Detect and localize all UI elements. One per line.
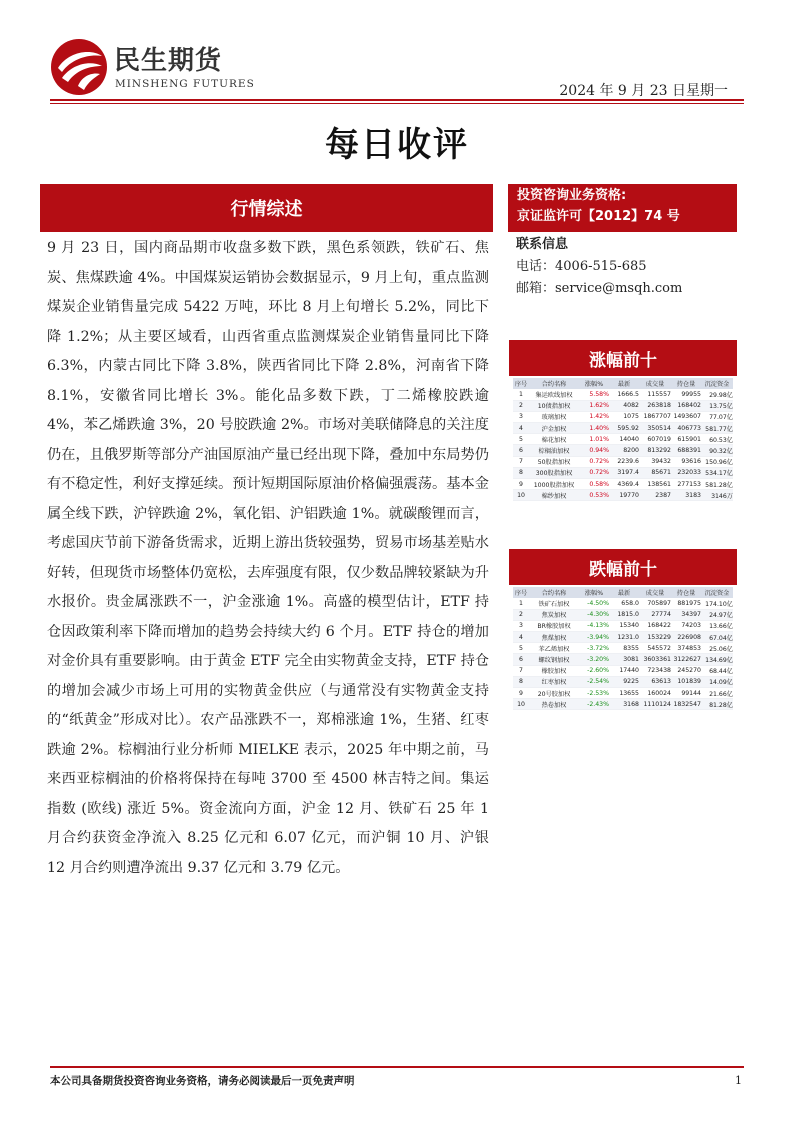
table-cell: BR橡胶加权 [529,620,579,631]
table-cell: 0.94% [579,445,609,456]
table-cell: -2.60% [579,665,609,676]
table-cell: 8200 [609,445,639,456]
table-cell: 6 [513,654,529,665]
table-cell: 50股指加权 [529,456,579,467]
table-row [513,654,733,665]
table-cell: 8 [513,676,529,687]
table-cell: -2.43% [579,699,609,710]
table-cell: 374853 [671,643,701,654]
table-cell: 615901 [671,434,701,445]
table-cell: 1.01% [579,434,609,445]
table-cell: 881975 [671,598,701,609]
table-cell: 10 [513,490,529,501]
page-title: 每日收评 [325,125,469,165]
table-cell: 3 [513,411,529,422]
table-cell: 5 [513,643,529,654]
table-cell: 0.72% [579,456,609,467]
table-cell: 1.42% [579,411,609,422]
table-cell: 9 [513,479,529,490]
table-cell: 9 [513,688,529,699]
table-cell: 101839 [671,676,701,687]
table-header-row [513,587,733,598]
table-cell: 153229 [639,632,671,643]
table-cell: 29.98亿 [701,389,733,400]
table-cell: 2387 [639,490,671,501]
table-cell: 螺纹钢加权 [529,654,579,665]
column-header: 涨幅% [579,378,609,389]
table-row [513,609,733,620]
table-cell: 热卷加权 [529,699,579,710]
contact-info [516,234,736,300]
column-header: 持仓量 [671,378,701,389]
table-row [513,467,733,478]
table-cell: 3081 [609,654,639,665]
table-cell: -3.20% [579,654,609,665]
table-cell: 705897 [639,598,671,609]
qualification-line-2: 京证监许可【2012】74 号 [517,209,680,224]
column-header: 持仓量 [671,587,701,598]
column-header: 最新 [609,587,639,598]
table-cell: 545572 [639,643,671,654]
table-cell: 534.17亿 [701,467,733,478]
brand-logo [50,38,255,98]
column-header: 序号 [513,378,529,389]
table-cell: 0.72% [579,467,609,478]
column-header: 合约名称 [529,587,579,598]
table-cell: 245270 [671,665,701,676]
qualification-line-1: 投资咨询业务资格: [517,188,627,203]
table-cell: 0.53% [579,490,609,501]
gainers-table [513,378,733,501]
market-summary-text: 9 月 23 日，国内商品期市收盘多数下跌，黑色系领跌，铁矿石、焦炭、焦煤跌逾 4%。中国煤炭运销协会数据显示，9 月上旬，重点监测煤炭企业销售量完成 5422 万吨，环比 8 月上旬增长 5.2%，同比下降 1.2%；从主要区域看，山西省重点监测煤炭企业销售量同比下降 6.3%，内蒙古同比下降 3.8%，陕西省同比下降 2.8%，河南省下降 8.1%，安徽省同比增长 3%。能化品多数下跌，丁二烯橡胶跌逾 4%，苯乙烯跌逾 3%，20 号胶跌逾 2%。市场对美联储降息的关注度仍在，且俄罗斯等部分产油国原油产量已经出现下降，叠加中东局势仍有不稳定性，利好支撑延续。预计短期国际原油价格偏强震荡。基本金属全线下跌，沪锌跌逾 2%，氧化铝、沪铝跌逾 1%。就碳酸锂而言，考虑国庆节前下游备货需求，近期上游出货较强势，贸易市场基差贴水好转，但现货市场整体仍宽松，去库强度有限，仅少数品牌较紧缺为升水报价。贵金属涨跌不一，沪金涨逾 1%。高盛的模型估计，ETF 持仓因政策利率下降而增加的趋势会持续大约 6 个月。ETF 持仓的增加对金价具有重要影响。由于黄金 ETF 完全由实物黄金支持，ETF 持仓的增加会减少市场上可用的实物黄金供应（与通常没有实物黄金支持的“纸黄金”形成对比）。农产品涨跌不一，郑棉涨逾 1%，生猪、红枣跌逾 2%。棕榈油行业分析师 MIELKE 表示，2025 年中期之前，马来西亚棕榈油的价格将保持在每吨 3700 至 4500 林吉特之间。集运指数 (欧线) 涨近 5%。资金流向方面，沪金 12 月、铁矿石 25 年 1 月合约获资金净流入 8.25 亿元和 6.07 亿元，而沪铜 10 月、沪银 12 月合约则遭净流出 9.37 亿元和 3.79 亿元。 [47,240,489,876]
table-cell: 3168 [609,699,639,710]
footer-disclaimer: 本公司具备期货投资咨询业务资格，请务必阅读最后一页免责声明 [50,1075,355,1087]
losers-heading: 跌幅前十 [509,549,737,585]
table-cell: 焦炭加权 [529,609,579,620]
header-divider-thin [50,103,744,104]
table-cell: 3122627 [671,654,701,665]
table-cell: 橡胶加权 [529,665,579,676]
table-cell: 263818 [639,400,671,411]
table-cell: 21.66亿 [701,688,733,699]
table-cell: 2 [513,400,529,411]
table-cell: 5 [513,434,529,445]
table-cell: 160024 [639,688,671,699]
table-cell: 168402 [671,400,701,411]
column-header: 合约名称 [529,378,579,389]
table-cell: -3.94% [579,632,609,643]
table-cell: 1666.5 [609,389,639,400]
table-cell: 1815.0 [609,609,639,620]
table-cell: 13.66亿 [701,620,733,631]
table-cell: 3183 [671,490,701,501]
table-cell: 苯乙烯加权 [529,643,579,654]
table-cell: 8 [513,467,529,478]
table-cell: 4369.4 [609,479,639,490]
table-cell: 10债指加权 [529,400,579,411]
table-row [513,598,733,609]
table-cell: 棉花加权 [529,434,579,445]
table-row [513,400,733,411]
table-cell: 688391 [671,445,701,456]
table-cell: 3146万 [701,490,733,501]
table-cell: 7 [513,665,529,676]
table-cell: 581.28亿 [701,479,733,490]
table-cell: 红枣加权 [529,676,579,687]
contact-phone [516,256,736,278]
table-cell: 134.69亿 [701,654,733,665]
table-cell: 9225 [609,676,639,687]
table-row [513,479,733,490]
table-cell: -3.72% [579,643,609,654]
minsheng-logo-icon [50,38,108,96]
report-date: 2024 年 9 月 23 日星期一 [559,83,728,99]
table-row [513,434,733,445]
table-cell: 67.04亿 [701,632,733,643]
table-cell: -4.50% [579,598,609,609]
table-cell: 99955 [671,389,701,400]
table-row [513,620,733,631]
brand-name-cn: 民生期货 [114,46,223,76]
column-header: 最新 [609,378,639,389]
table-cell: 232033 [671,467,701,478]
phone-label: 电话： [516,259,556,274]
table-cell: 3603361 [639,654,671,665]
table-row [513,699,733,710]
table-cell: 4082 [609,400,639,411]
table-cell: 81.28亿 [701,699,733,710]
table-cell: 6 [513,445,529,456]
table-cell: 19770 [609,490,639,501]
table-cell: 25.06亿 [701,643,733,654]
contact-title: 联系信息 [516,237,569,252]
table-row [513,676,733,687]
table-cell: 3 [513,620,529,631]
table-cell: 14.09亿 [701,676,733,687]
table-cell: 63613 [639,676,671,687]
table-cell: 1075 [609,411,639,422]
table-cell: -2.53% [579,688,609,699]
table-cell: 723438 [639,665,671,676]
table-cell: 174.10亿 [701,598,733,609]
table-cell: 68.44亿 [701,665,733,676]
table-cell: 1231.0 [609,632,639,643]
table-cell: 39432 [639,456,671,467]
table-cell: 595.92 [609,423,639,434]
table-cell: 铁矿石加权 [529,598,579,609]
brand-name-en: MINSHENG FUTURES [115,78,255,90]
table-cell: 20号胶加权 [529,688,579,699]
column-header: 沉淀资金 [701,587,733,598]
table-cell: 8355 [609,643,639,654]
table-cell: 581.77亿 [701,423,733,434]
table-cell: 60.53亿 [701,434,733,445]
table-cell: 7 [513,456,529,467]
table-cell: 棕榈油加权 [529,445,579,456]
table-cell: 3197.4 [609,467,639,478]
table-row [513,389,733,400]
table-cell: 138561 [639,479,671,490]
table-cell: 607019 [639,434,671,445]
email-value[interactable]: service@msqh.com [555,281,683,296]
table-cell: 99144 [671,688,701,699]
table-cell: 1493607 [671,411,701,422]
table-cell: 1 [513,598,529,609]
page-number: 1 [735,1074,742,1087]
table-cell: 15340 [609,620,639,631]
table-cell: 150.96亿 [701,456,733,467]
table-row [513,632,733,643]
table-row [513,445,733,456]
table-cell: 1.40% [579,423,609,434]
table-row [513,665,733,676]
column-header: 成交量 [639,587,671,598]
gainers-heading: 涨幅前十 [509,340,737,376]
table-row [513,411,733,422]
table-cell: 10 [513,699,529,710]
table-cell: 1867707 [639,411,671,422]
column-header: 成交量 [639,378,671,389]
table-cell: 17440 [609,665,639,676]
table-row [513,456,733,467]
table-cell: 406773 [671,423,701,434]
table-cell: -4.13% [579,620,609,631]
table-cell: 85671 [639,467,671,478]
table-row [513,423,733,434]
table-cell: 4 [513,632,529,643]
table-cell: 14040 [609,434,639,445]
table-cell: 焦煤加权 [529,632,579,643]
table-cell: 1110124 [639,699,671,710]
section-heading: 行情综述 [40,184,493,232]
column-header: 沉淀资金 [701,378,733,389]
table-cell: 74203 [671,620,701,631]
table-cell: 沪金加权 [529,423,579,434]
losers-table [513,587,733,710]
table-cell: 90.32亿 [701,445,733,456]
footer-divider [50,1066,744,1068]
column-header: 序号 [513,587,529,598]
table-cell: 77.07亿 [701,411,733,422]
table-cell: 115557 [639,389,671,400]
table-cell: 93616 [671,456,701,467]
table-cell: 300股指加权 [529,467,579,478]
email-label: 邮箱： [516,281,556,296]
table-cell: 168422 [639,620,671,631]
table-header-row [513,378,733,389]
table-cell: 2239.6 [609,456,639,467]
column-header: 涨幅% [579,587,609,598]
table-cell: 1.62% [579,400,609,411]
table-cell: 棉纱加权 [529,490,579,501]
table-cell: -4.30% [579,609,609,620]
table-cell: -2.54% [579,676,609,687]
table-cell: 集运欧线加权 [529,389,579,400]
table-cell: 13.75亿 [701,400,733,411]
table-cell: 玻璃加权 [529,411,579,422]
table-cell: 226908 [671,632,701,643]
table-row [513,688,733,699]
table-cell: 658.0 [609,598,639,609]
header-divider [50,99,744,101]
table-cell: 277153 [671,479,701,490]
table-cell: 813292 [639,445,671,456]
contact-email [516,278,736,300]
table-cell: 5.58% [579,389,609,400]
table-cell: 1000股指加权 [529,479,579,490]
table-cell: 34397 [671,609,701,620]
qualification-box [508,184,737,232]
table-cell: 1832547 [671,699,701,710]
table-row [513,643,733,654]
table-cell: 27774 [639,609,671,620]
table-cell: 13655 [609,688,639,699]
table-cell: 350514 [639,423,671,434]
table-cell: 1 [513,389,529,400]
table-cell: 2 [513,609,529,620]
table-cell: 0.58% [579,479,609,490]
phone-value: 4006-515-685 [555,259,647,274]
table-cell: 4 [513,423,529,434]
table-cell: 24.97亿 [701,609,733,620]
table-row [513,490,733,501]
